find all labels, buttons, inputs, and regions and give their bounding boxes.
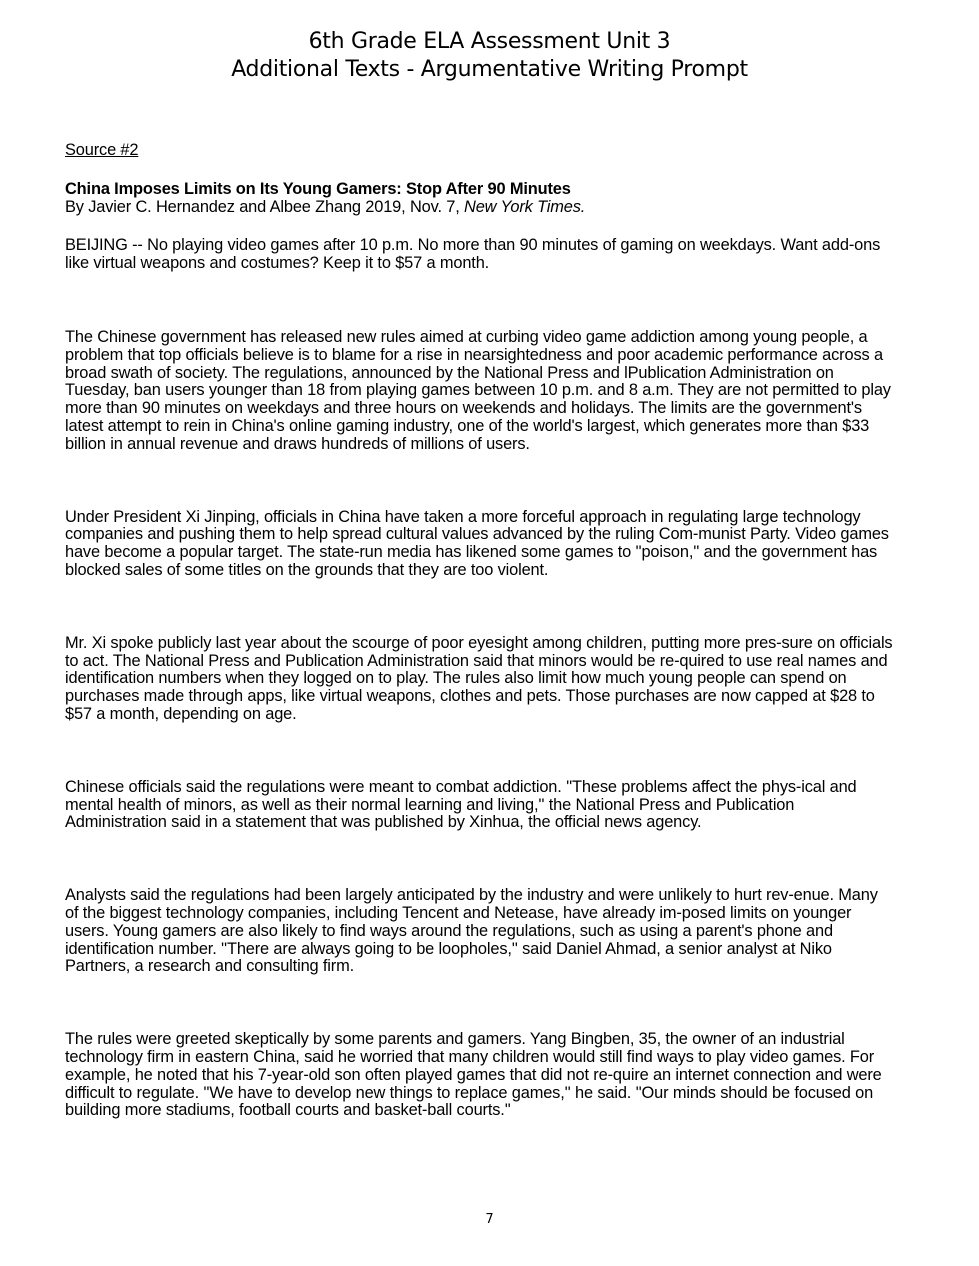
paragraph: Mr. Xi spoke publicly last year about the scourge of poor eyesight among children, putting more pres-sure on officials to act. The National Press and Publication Administration said that minors would be re-quired to use real names and identification numbers when they logged on to play. The rules also limit how much young people can spend on purchases made through apps, like virtual weapons, clothes and pets. Those purchases are now capped at $28 to $57 a month, depending on age. bbox=[65, 633, 893, 723]
article-body bbox=[65, 142, 895, 1120]
paragraph: The Chinese government has released new rules aimed at curbing video game addiction among young people, a problem that top officials believe is to blame for a rise in nearsightedness and poor academic performance across a broad swath of society. The regulations, announced by the National Press and lPublication Administration on Tuesday, ban users younger than 18 from playing games between 10 p.m. and 8 a.m. They are not permitted to play more than 90 minutes on weekdays and three hours on weekends and holidays. The limits are the government's latest attempt to rein in China's online gaming industry, one of the world's largest, which generates more than $33 billion in annual revenue and draws hundreds of millions of users. bbox=[65, 327, 891, 453]
paragraph: Under President Xi Jinping, officials in China have taken a more forceful approach in regulating large technology companies and pushing them to help spread cultural values advanced by the ruling Com-munist Party. Video games have become a popular target. The state-run media has likened some games to ''poison,'' and the government has blocked sales of some titles on the grounds that they are too violent. bbox=[65, 507, 889, 579]
page-title: 6th Grade ELA Assessment Unit 3 bbox=[308, 29, 671, 54]
lead-paragraph: BEIJING -- No playing video games after 10 p.m. No more than 90 minutes of gaming on weekdays. Want add-ons like virtual weapons and costumes? Keep it to $57 a month. bbox=[65, 236, 881, 273]
paragraph: Analysts said the regulations had been largely anticipated by the industry and were unlikely to hurt rev-enue. Many of the biggest technology companies, including Tencent and Netease, have already im-posed limits on younger users. Young gamers are also likely to find ways around the regulations, such as using a parent's phone and identification number. ''There are always going to be loopholes,'' said Daniel Ahmad, a senior analyst at Niko Partners, a research and consulting firm. bbox=[65, 886, 878, 976]
byline-authors: By Javier C. Hernandez and Albee Zhang 2019, Nov. 7, bbox=[65, 197, 465, 216]
paragraph: The rules were greeted skeptically by some parents and gamers. Yang Bingben, 35, the owner of an industrial technology firm in eastern China, said he worried that many children would still find ways to play video games. For example, he noted that his 7-year-old son often played games that did not re-quire an internet connection and were difficult to regulate. ''We have to develop new things to replace games,'' he said. ''Our minds should be focused on building more stadiums, football courts and basket-ball courts.'' bbox=[65, 1030, 882, 1120]
byline-publication: New York Times. bbox=[464, 197, 586, 216]
source-label: Source #2 bbox=[65, 141, 139, 159]
page-header bbox=[0, 28, 979, 84]
page-subtitle: Additional Texts - Argumentative Writing Prompt bbox=[231, 57, 748, 82]
page-number: 7 bbox=[485, 1212, 494, 1227]
article-title: China Imposes Limits on Its Young Gamers: Stop After 90 Minutes bbox=[65, 179, 571, 198]
paragraph: Chinese officials said the regulations were meant to combat addiction. ''These problems affect the phys-ical and mental health of minors, as well as their normal learning and living,'' the National Press and Publication Administration said in a statement that was published by Xinhua, the official news agency. bbox=[65, 777, 857, 832]
byline bbox=[65, 199, 895, 217]
